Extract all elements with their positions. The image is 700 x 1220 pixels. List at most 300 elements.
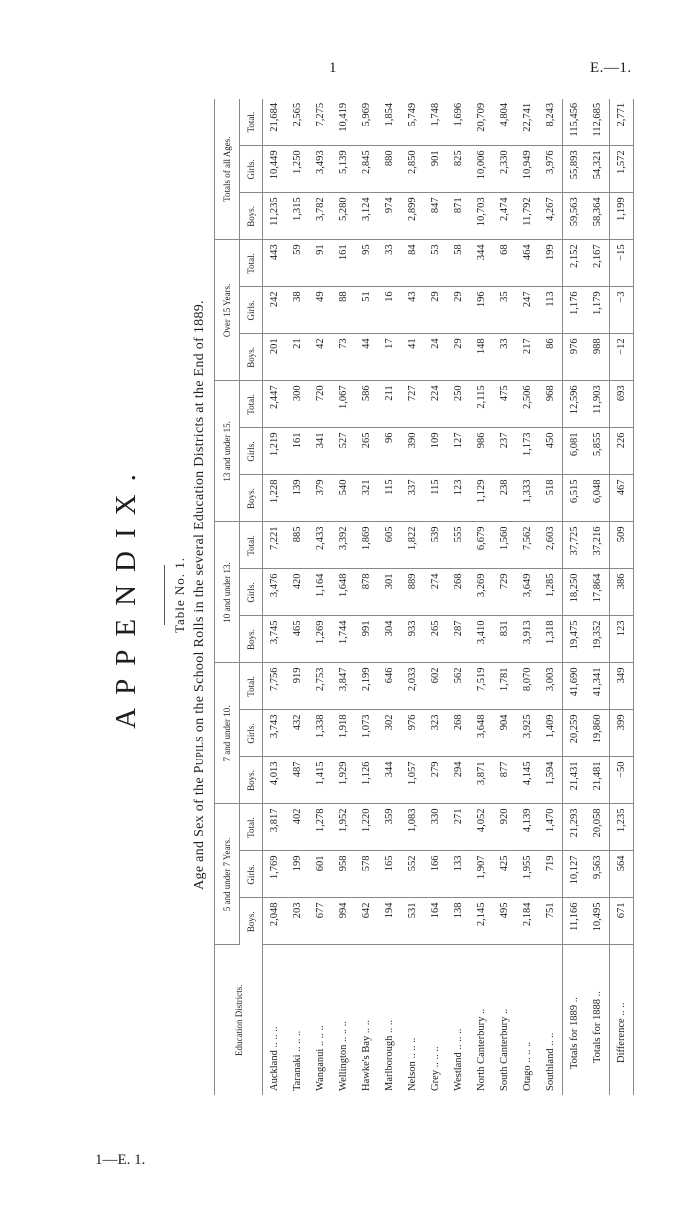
table-cell: 1,250 xyxy=(286,146,309,193)
table-cell: 1,083 xyxy=(401,804,424,851)
sex-subheader: Total. xyxy=(240,381,263,428)
table-cell: 2,850 xyxy=(401,146,424,193)
table-cell: 21,431 xyxy=(563,757,587,804)
table-cell: 6,515 xyxy=(563,475,587,522)
table-cell: 825 xyxy=(447,146,470,193)
sex-subheader: Total. xyxy=(240,99,263,146)
sex-subheader: Girls. xyxy=(240,146,263,193)
table-cell: 359 xyxy=(378,804,401,851)
table-cell: 720 xyxy=(309,381,332,428)
table-cell: 693 xyxy=(610,381,634,428)
table-cell: 2,115 xyxy=(470,381,493,428)
table-cell: 443 xyxy=(263,240,287,287)
table-row xyxy=(309,99,332,1095)
table-cell: 123 xyxy=(610,616,634,663)
table-cell: 21,684 xyxy=(263,99,287,146)
sex-subheader: Boys. xyxy=(240,898,263,945)
table-cell: 161 xyxy=(286,428,309,475)
district-name: Difference .. .. xyxy=(610,945,634,1095)
table-cell: 467 xyxy=(610,475,634,522)
table-cell: 552 xyxy=(401,851,424,898)
table-cell: 994 xyxy=(332,898,355,945)
table-caption xyxy=(192,95,208,1095)
table-cell: 127 xyxy=(447,428,470,475)
table-cell: 10,495 xyxy=(586,898,610,945)
table-cell: −12 xyxy=(610,334,634,381)
district-name: Marlborough .. .. xyxy=(384,1019,395,1091)
table-cell: 527 xyxy=(332,428,355,475)
table-cell: 432 xyxy=(286,710,309,757)
table-cell: 164 xyxy=(424,898,447,945)
table-cell: 1,696 xyxy=(447,99,470,146)
table-cell: 719 xyxy=(539,851,563,898)
table-cell: 7,756 xyxy=(263,663,287,710)
table-cell: 17,864 xyxy=(586,569,610,616)
table-cell: 933 xyxy=(401,616,424,663)
table-cell: 487 xyxy=(286,757,309,804)
district-name: Southland .. .. xyxy=(545,1032,556,1091)
table-cell: 1,769 xyxy=(263,851,287,898)
table-cell: 55,893 xyxy=(563,146,587,193)
table-cell: 5,280 xyxy=(332,193,355,240)
table-cell: 1,781 xyxy=(493,663,516,710)
table-cell: 3,817 xyxy=(263,804,287,851)
table-cell: 41,690 xyxy=(563,663,587,710)
district-name: North Canterbury .. xyxy=(476,1008,487,1091)
table-row xyxy=(286,99,309,1095)
table-cell: 123 xyxy=(447,475,470,522)
table-cell: 37,725 xyxy=(563,522,587,569)
table-cell: 3,649 xyxy=(516,569,539,616)
table-cell: 44 xyxy=(355,334,378,381)
table-cell: 1,952 xyxy=(332,804,355,851)
table-cell: 4,145 xyxy=(516,757,539,804)
table-cell: 22,741 xyxy=(516,99,539,146)
table-cell: 1,918 xyxy=(332,710,355,757)
table-cell: 3,410 xyxy=(470,616,493,663)
sex-subheader: Boys. xyxy=(240,334,263,381)
table-cell: 4,139 xyxy=(516,804,539,851)
table-cell: 968 xyxy=(539,381,563,428)
pupils-age-sex-table xyxy=(214,99,634,1095)
table-cell: 601 xyxy=(309,851,332,898)
table-cell: 3,871 xyxy=(470,757,493,804)
table-cell: 1,415 xyxy=(309,757,332,804)
table-cell: 3,925 xyxy=(516,710,539,757)
table-cell: 8,070 xyxy=(516,663,539,710)
table-cell: 578 xyxy=(355,851,378,898)
table-cell: 161 xyxy=(332,240,355,287)
table-cell: 986 xyxy=(470,428,493,475)
table-row xyxy=(424,99,447,1095)
table-row xyxy=(493,99,516,1095)
document-code: E.—1. xyxy=(590,60,632,76)
table-cell: 878 xyxy=(355,569,378,616)
district-name: Grey .. .. .. xyxy=(430,1046,441,1091)
table-cell: 2,184 xyxy=(516,898,539,945)
table-cell: 113 xyxy=(539,287,563,334)
table-cell: 4,013 xyxy=(263,757,287,804)
table-cell: 1,126 xyxy=(355,757,378,804)
table-cell: 1,285 xyxy=(539,569,563,616)
table-cell: 2,152 xyxy=(563,240,587,287)
table-cell: 2,753 xyxy=(309,663,332,710)
page-number: 1 xyxy=(329,60,337,76)
table-cell: 1,219 xyxy=(263,428,287,475)
table-cell: 68 xyxy=(493,240,516,287)
table-cell: 10,006 xyxy=(470,146,493,193)
table-cell: 138 xyxy=(447,898,470,945)
table-cell: 199 xyxy=(286,851,309,898)
table-cell: 242 xyxy=(263,287,287,334)
district-name: Totals for 1889 .. xyxy=(563,945,587,1095)
group-header-row xyxy=(215,99,240,1095)
table-cell: 54,321 xyxy=(586,146,610,193)
table-cell: 73 xyxy=(332,334,355,381)
table-cell: 51 xyxy=(355,287,378,334)
table-cell: 2,899 xyxy=(401,193,424,240)
table-row xyxy=(401,99,424,1095)
age-group-header: 10 and under 13. xyxy=(215,522,240,663)
table-cell: 3,392 xyxy=(332,522,355,569)
table-cell: 211 xyxy=(378,381,401,428)
table-cell: 562 xyxy=(447,663,470,710)
table-cell: 139 xyxy=(286,475,309,522)
table-cell: 602 xyxy=(424,663,447,710)
table-cell: 2,565 xyxy=(286,99,309,146)
table-cell: 194 xyxy=(378,898,401,945)
footer-code: 1—E. 1. xyxy=(95,1152,146,1168)
table-row xyxy=(332,99,355,1095)
table-cell: 300 xyxy=(286,381,309,428)
table-cell: 1,854 xyxy=(378,99,401,146)
table-cell: 19,352 xyxy=(586,616,610,663)
table-cell: 1,129 xyxy=(470,475,493,522)
table-cell: 1,333 xyxy=(516,475,539,522)
table-row xyxy=(447,99,470,1095)
table-cell: 91 xyxy=(309,240,332,287)
table-cell: 976 xyxy=(401,710,424,757)
sex-subheader: Boys. xyxy=(240,757,263,804)
district-name: Taranaki .. .. .. xyxy=(292,1030,303,1091)
table-cell: 10,949 xyxy=(516,146,539,193)
table-cell: 539 xyxy=(424,522,447,569)
table-cell: 2,330 xyxy=(493,146,516,193)
table-cell: 3,976 xyxy=(539,146,563,193)
table-cell: 9,563 xyxy=(586,851,610,898)
table-cell: 1,594 xyxy=(539,757,563,804)
table-cell: 95 xyxy=(355,240,378,287)
table-cell: 605 xyxy=(378,522,401,569)
table-cell: 37,216 xyxy=(586,522,610,569)
table-cell: 21,481 xyxy=(586,757,610,804)
table-cell: 1,269 xyxy=(309,616,332,663)
table-cell: 226 xyxy=(610,428,634,475)
sex-subheader: Girls. xyxy=(240,851,263,898)
table-cell: 337 xyxy=(401,475,424,522)
table-cell: 8,243 xyxy=(539,99,563,146)
table-cell: 1,176 xyxy=(563,287,587,334)
table-cell: 2,603 xyxy=(539,522,563,569)
table-cell: 465 xyxy=(286,616,309,663)
table-cell: 24 xyxy=(424,334,447,381)
table-cell: 1,164 xyxy=(309,569,332,616)
sex-subheader: Boys. xyxy=(240,193,263,240)
table-cell: 341 xyxy=(309,428,332,475)
district-header: Education Districts. xyxy=(215,945,263,1095)
table-cell: 59 xyxy=(286,240,309,287)
caption-smallcaps: Pupils xyxy=(192,735,207,774)
district-name: Auckland .. .. .. xyxy=(269,1026,280,1091)
table-cell: 3,493 xyxy=(309,146,332,193)
table-cell: 5,855 xyxy=(586,428,610,475)
sex-subheader: Total. xyxy=(240,522,263,569)
table-cell: 871 xyxy=(447,193,470,240)
table-cell: 2,845 xyxy=(355,146,378,193)
table-cell: 4,804 xyxy=(493,99,516,146)
table-cell: 642 xyxy=(355,898,378,945)
table-cell: 7,562 xyxy=(516,522,539,569)
table-cell: 3,847 xyxy=(332,663,355,710)
table-cell: 10,127 xyxy=(563,851,587,898)
table-cell: 11,235 xyxy=(263,193,287,240)
table-cell: 4,052 xyxy=(470,804,493,851)
table-cell: 727 xyxy=(401,381,424,428)
table-cell: 974 xyxy=(378,193,401,240)
table-cell: 3,124 xyxy=(355,193,378,240)
table-cell: 35 xyxy=(493,287,516,334)
table-cell: 3,269 xyxy=(470,569,493,616)
table-cell: 58 xyxy=(447,240,470,287)
sex-subheader: Boys. xyxy=(240,616,263,663)
table-cell: 420 xyxy=(286,569,309,616)
table-cell: 2,771 xyxy=(610,99,634,146)
table-cell: 11,166 xyxy=(563,898,587,945)
table-cell: 12,596 xyxy=(563,381,587,428)
table-cell: 58,364 xyxy=(586,193,610,240)
table-cell: 330 xyxy=(424,804,447,851)
table-cell: 379 xyxy=(309,475,332,522)
caption-suffix: on the School Rolls in the several Education Districts at the End of 1889. xyxy=(192,300,207,736)
age-group-header: 13 and under 15. xyxy=(215,381,240,522)
table-cell: 1,648 xyxy=(332,569,355,616)
district-name: Totals for 1888 .. xyxy=(592,991,603,1063)
table-cell: 349 xyxy=(610,663,634,710)
table-cell: 19,475 xyxy=(563,616,587,663)
table-cell: 729 xyxy=(493,569,516,616)
district-name: Wellington .. .. .. xyxy=(338,1020,349,1091)
table-cell: 1,822 xyxy=(401,522,424,569)
table-cell: 16 xyxy=(378,287,401,334)
table-cell: 1,278 xyxy=(309,804,332,851)
table-cell: 42 xyxy=(309,334,332,381)
table-cell: 920 xyxy=(493,804,516,851)
table-cell: 7,221 xyxy=(263,522,287,569)
table-cell: 301 xyxy=(378,569,401,616)
table-cell: −15 xyxy=(610,240,634,287)
sex-subheader: Total. xyxy=(240,804,263,851)
table-cell: 1,560 xyxy=(493,522,516,569)
table-cell: 847 xyxy=(424,193,447,240)
table-cell: 976 xyxy=(563,334,587,381)
table-cell: 304 xyxy=(378,616,401,663)
table-cell: 274 xyxy=(424,569,447,616)
table-cell: 5,749 xyxy=(401,99,424,146)
table-cell: 1,338 xyxy=(309,710,332,757)
table-cell: 564 xyxy=(610,851,634,898)
table-cell: 831 xyxy=(493,616,516,663)
table-cell: 7,275 xyxy=(309,99,332,146)
table-cell: 20,058 xyxy=(586,804,610,851)
table-row xyxy=(610,99,634,1095)
table-cell: 7,519 xyxy=(470,663,493,710)
table-cell: 11,903 xyxy=(586,381,610,428)
table-cell: 2,048 xyxy=(263,898,287,945)
table-cell: 2,167 xyxy=(586,240,610,287)
table-cell: −50 xyxy=(610,757,634,804)
table-cell: 38 xyxy=(286,287,309,334)
age-group-header: Totals of all Ages. xyxy=(215,99,240,240)
table-cell: 84 xyxy=(401,240,424,287)
table-cell: 991 xyxy=(355,616,378,663)
table-cell: 1,748 xyxy=(424,99,447,146)
table-cell: 5,139 xyxy=(332,146,355,193)
table-cell: 509 xyxy=(610,522,634,569)
table-cell: 6,048 xyxy=(586,475,610,522)
table-cell: 450 xyxy=(539,428,563,475)
sex-subheader: Girls. xyxy=(240,569,263,616)
table-cell: 287 xyxy=(447,616,470,663)
table-cell: 18,250 xyxy=(563,569,587,616)
table-cell: 224 xyxy=(424,381,447,428)
table-cell: 201 xyxy=(263,334,287,381)
table-cell: 17 xyxy=(378,334,401,381)
table-cell: 238 xyxy=(493,475,516,522)
table-cell: 323 xyxy=(424,710,447,757)
table-cell: 1,220 xyxy=(355,804,378,851)
table-cell: 885 xyxy=(286,522,309,569)
table-cell: 646 xyxy=(378,663,401,710)
table-cell: 495 xyxy=(493,898,516,945)
table-cell: 671 xyxy=(610,898,634,945)
table-cell: 919 xyxy=(286,663,309,710)
table-cell: 5,969 xyxy=(355,99,378,146)
table-cell: 247 xyxy=(516,287,539,334)
district-name: Nelson .. .. .. xyxy=(407,1037,418,1091)
table-cell: 21,293 xyxy=(563,804,587,851)
sex-subheader: Girls. xyxy=(240,710,263,757)
caption-prefix: Age and Sex of the xyxy=(192,773,207,890)
table-cell: 166 xyxy=(424,851,447,898)
age-group-header: Over 15 Years. xyxy=(215,240,240,381)
table-cell: 196 xyxy=(470,287,493,334)
table-cell: 344 xyxy=(378,757,401,804)
table-cell: 19,860 xyxy=(586,710,610,757)
table-cell: 1,057 xyxy=(401,757,424,804)
age-group-header: 7 and under 10. xyxy=(215,663,240,804)
table-row xyxy=(378,99,401,1095)
table-cell: 43 xyxy=(401,287,424,334)
table-cell: 1,179 xyxy=(586,287,610,334)
table-cell: 237 xyxy=(493,428,516,475)
table-cell: 1,067 xyxy=(332,381,355,428)
table-cell: 3,003 xyxy=(539,663,563,710)
table-cell: 1,228 xyxy=(263,475,287,522)
table-cell: 402 xyxy=(286,804,309,851)
table-cell: 1,199 xyxy=(610,193,634,240)
table-cell: 29 xyxy=(447,287,470,334)
table-cell: 1,073 xyxy=(355,710,378,757)
table-cell: 531 xyxy=(401,898,424,945)
table-cell: 10,449 xyxy=(263,146,287,193)
table-cell: 2,145 xyxy=(470,898,493,945)
table-cell: 6,081 xyxy=(563,428,587,475)
table-cell: 112,685 xyxy=(586,99,610,146)
table-cell: 109 xyxy=(424,428,447,475)
table-cell: 41 xyxy=(401,334,424,381)
table-cell: 518 xyxy=(539,475,563,522)
table-cell: 889 xyxy=(401,569,424,616)
table-cell: 958 xyxy=(332,851,355,898)
table-cell: 2,447 xyxy=(263,381,287,428)
table-cell: 53 xyxy=(424,240,447,287)
table-cell: 1,929 xyxy=(332,757,355,804)
sex-subheader: Girls. xyxy=(240,287,263,334)
table-cell: 1,173 xyxy=(516,428,539,475)
table-cell: 386 xyxy=(610,569,634,616)
sex-subheader: Total. xyxy=(240,663,263,710)
table-cell: 1,315 xyxy=(286,193,309,240)
sex-subheader: Total. xyxy=(240,240,263,287)
table-cell: 217 xyxy=(516,334,539,381)
table-cell: 29 xyxy=(424,287,447,334)
table-cell: 203 xyxy=(286,898,309,945)
table-cell: 3,743 xyxy=(263,710,287,757)
table-cell: 2,199 xyxy=(355,663,378,710)
district-name: South Canterbury .. xyxy=(499,1008,510,1091)
table-cell: 1,409 xyxy=(539,710,563,757)
table-cell: 988 xyxy=(586,334,610,381)
table-cell: 268 xyxy=(447,569,470,616)
table-cell: 302 xyxy=(378,710,401,757)
table-cell: 344 xyxy=(470,240,493,287)
district-name: Otago .. .. .. xyxy=(522,1041,533,1091)
table-cell: 904 xyxy=(493,710,516,757)
table-cell: 1,955 xyxy=(516,851,539,898)
table-cell: 321 xyxy=(355,475,378,522)
table-cell: 425 xyxy=(493,851,516,898)
table-cell: 3,782 xyxy=(309,193,332,240)
table-cell: 3,913 xyxy=(516,616,539,663)
table-cell: 2,433 xyxy=(309,522,332,569)
table-cell: 199 xyxy=(539,240,563,287)
table-cell: 3,745 xyxy=(263,616,287,663)
table-cell: 165 xyxy=(378,851,401,898)
table-cell: 3,476 xyxy=(263,569,287,616)
table-cell: 1,907 xyxy=(470,851,493,898)
age-group-header: 5 and under 7 Years. xyxy=(215,804,240,945)
table-cell: 49 xyxy=(309,287,332,334)
table-cell: 3,648 xyxy=(470,710,493,757)
table-cell: 4,267 xyxy=(539,193,563,240)
table-cell: 2,033 xyxy=(401,663,424,710)
table-cell: 21 xyxy=(286,334,309,381)
title-rule xyxy=(164,565,165,625)
table-cell: 10,703 xyxy=(470,193,493,240)
table-cell: 751 xyxy=(539,898,563,945)
table-row xyxy=(563,99,587,1095)
table-cell: 6,679 xyxy=(470,522,493,569)
